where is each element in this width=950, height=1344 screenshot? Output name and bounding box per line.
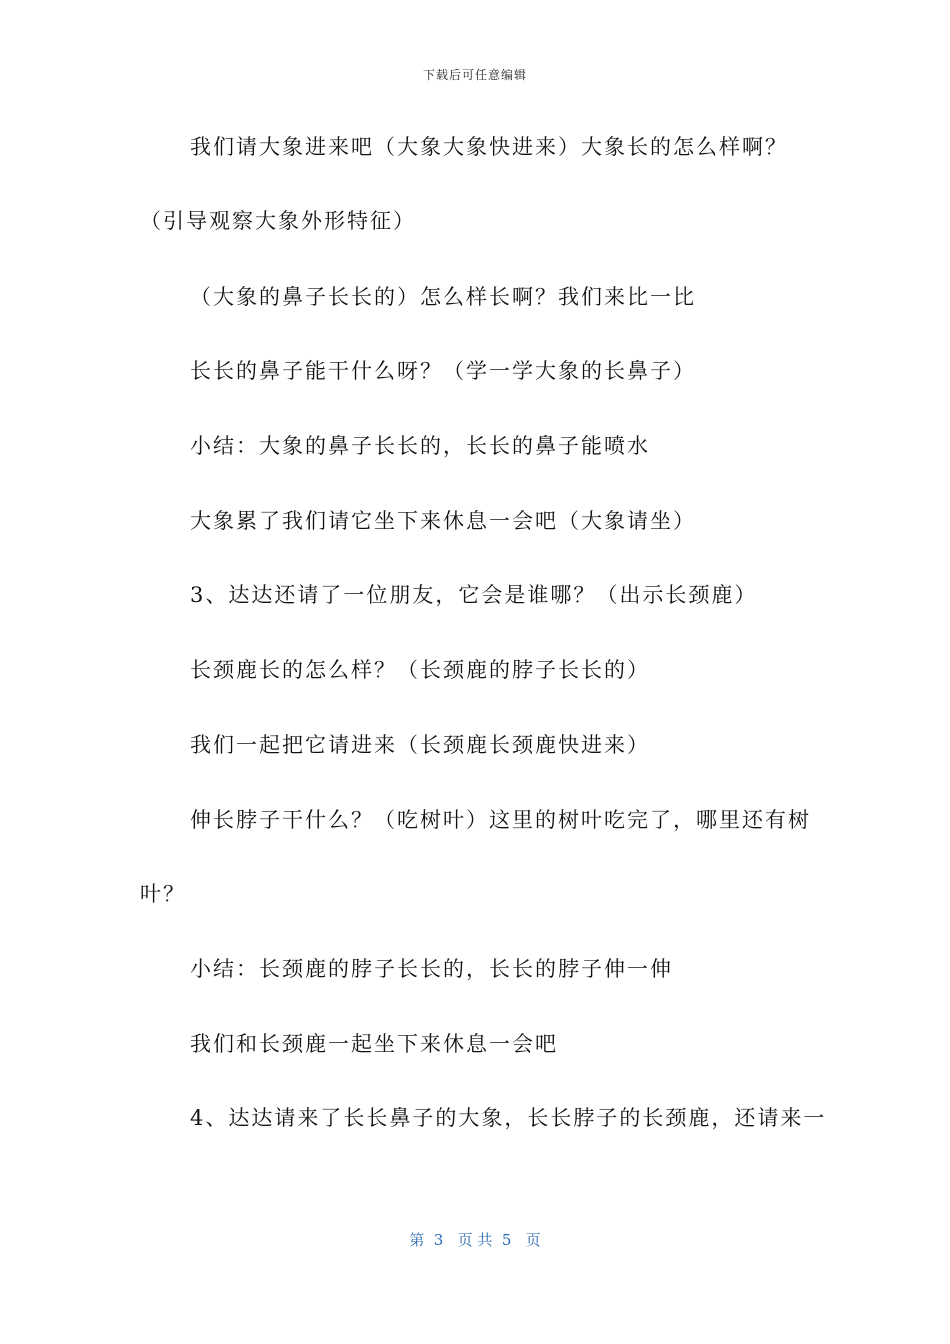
text-line-1: 我们请大象进来吧（大象大象快进来）大象长的怎么样啊？ (190, 135, 788, 159)
text-line-14: 4、达达请来了长长鼻子的大象，长长脖子的长颈鹿，还请来一 (190, 1106, 827, 1130)
text-line-5: 小结：大象的鼻子长长的，长长的鼻子能喷水 (190, 434, 650, 458)
text-line-10: 伸长脖子干什么？（吃树叶）这里的树叶吃完了，哪里还有树 (190, 808, 811, 832)
text-line-2: （引导观察大象外形特征） (140, 209, 416, 233)
text-line-12: 小结：长颈鹿的脖子长长的，长长的脖子伸一伸 (190, 957, 673, 981)
page-header: 下载后可任意编辑 (422, 68, 527, 82)
page-number-footer: 第 3 页 共 5 页 (409, 1231, 541, 1249)
text-line-8: 长颈鹿长的怎么样？（长颈鹿的脖子长长的） (190, 658, 650, 682)
text-line-3: （大象的鼻子长长的）怎么样长啊？我们来比一比 (190, 285, 696, 309)
text-line-4: 长长的鼻子能干什么呀？（学一学大象的长鼻子） (190, 359, 696, 383)
text-line-7: 3、达达还请了一位朋友，它会是谁哪？（出示长颈鹿） (190, 583, 758, 607)
text-line-9: 我们一起把它请进来（长颈鹿长颈鹿快进来） (190, 733, 650, 757)
text-line-11: 叶？ (140, 882, 186, 906)
text-line-6: 大象累了我们请它坐下来休息一会吧（大象请坐） (190, 509, 696, 533)
text-line-13: 我们和长颈鹿一起坐下来休息一会吧 (190, 1032, 558, 1056)
